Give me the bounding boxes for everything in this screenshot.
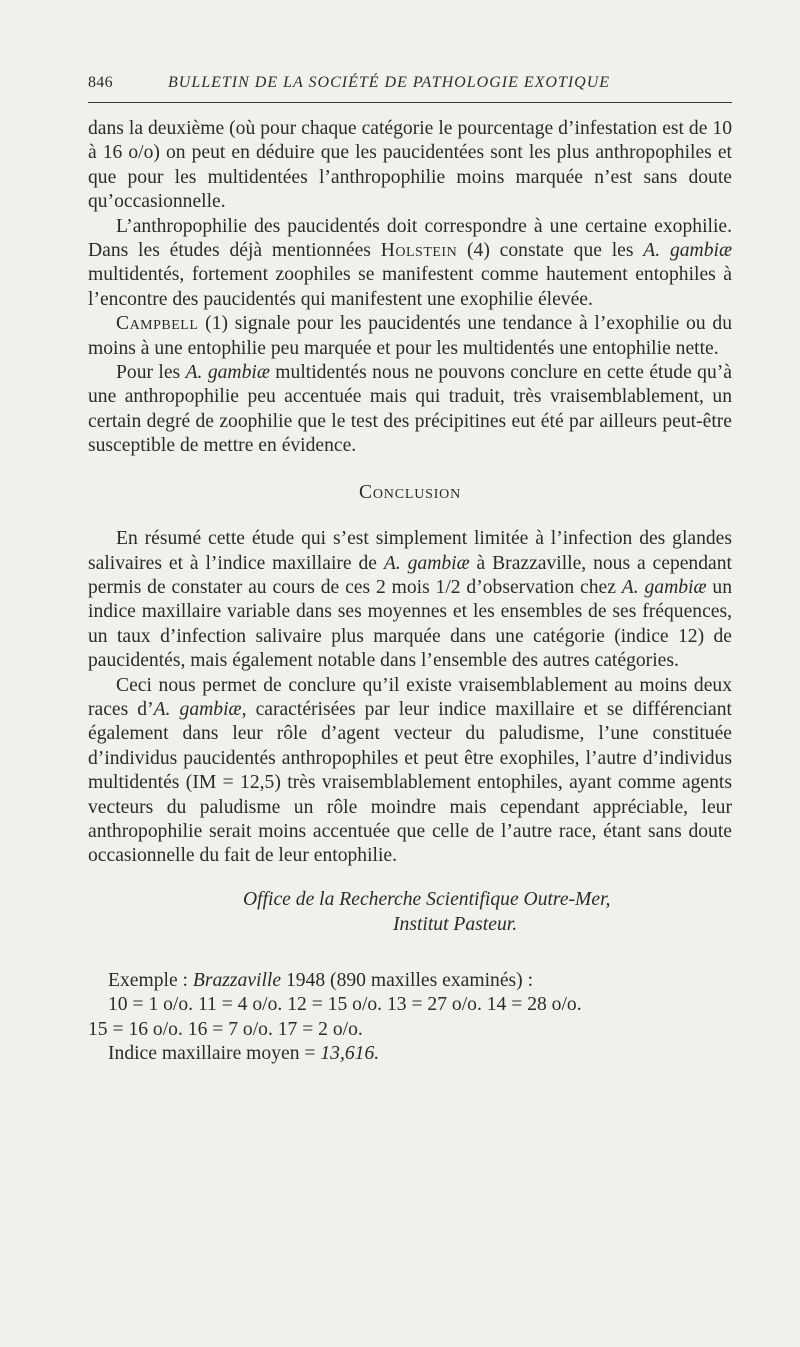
example-block [88,969,732,1067]
page [88,74,732,1067]
species-name: A. gambiæ [621,576,707,598]
text-run: multidentés nous ne pouvons conclure en cette étude qu’à une anthropophilie peu accentuée mais qui traduit, très vraisemblablement, un certain degré de zoophilie que le test des précipitines eut été par ailleurs peut-être susceptible de mettre en évidence. [88,362,732,457]
text-run: à Brazzaville, nous a cependant permis de constater au cours de ces 2 mois 1/2 d’observation chez [88,552,732,598]
example-index-value: 13,616. [320,1043,380,1065]
text-run: Ceci nous permet de conclure qu’il existe vraisemblablement au moins deux races d’ [88,674,732,720]
signature-office: Office de la Recherche Scientifique Outre-Mer, [243,888,611,910]
text-run: , caractérisées par leur indice maxillaire et se différenciant également dans leur rôle d’agent vecteur du paludisme, l’une constituée d’individus paucidentés anthropophiles et peut être exophiles, l’autre d’individus multidentés (IM = 12,5) très vraisemblablement entophiles, ayant comme agents vecteurs du paludisme un rôle moindre mais cependant appréciable, leur anthropophilie serait moins accentuée que celle de l’autre race, étant sans doute occasionnelle du fait de leur entophilie. [88,698,732,867]
author-name: Holstein [380,240,458,262]
text-run: Pour les [116,362,186,384]
example-index [88,1042,732,1067]
text-run: un indice maxillaire variable dans ses moyennes et les ensembles de ses fréquences, un taux d’infection salivaire plus marquée dans une catégorie (indice 12) de paucidentés, mais également notable dans l’ensemble des autres catégories. [88,576,732,672]
section-heading-conclusion: Conclusion [359,481,461,503]
example-title [88,969,732,994]
example-details: 1948 (890 maxilles examinés) : [281,969,534,991]
example-place: Brazzaville [192,969,282,991]
running-header [88,74,732,103]
text-run: En résumé cette étude qui s’est simplement limitée à l’infection des glandes salivaires et à l’indice maxillaire de [88,528,732,574]
text-run: multidentés, fortement zoophiles se manifestent comme hautement entophiles à l’encontre des paucidentés qui manifestent une exophilie élevée. [88,264,732,310]
signature-institute: Institut Pasteur. [393,913,518,935]
example-frequencies-1: 10 = 1 o/o. 11 = 4 o/o. 12 = 15 o/o. 13 = 27 o/o. 14 = 28 o/o. [108,994,582,1016]
example-label: Exemple : [108,969,193,991]
species-name: A. gambiæ [153,698,242,720]
text-run: L’anthropophilie des paucidentés doit correspondre à une certaine exophilie. Dans les études déjà mentionnées [88,215,732,262]
species-name: A. gambiæ [643,240,733,262]
paragraph [88,312,732,361]
paragraph [88,674,732,869]
example-frequencies-2: 15 = 16 o/o. 16 = 7 o/o. 17 = 2 o/o. [88,1018,363,1040]
text-run: dans la deuxième (où pour chaque catégorie le pourcentage d’infestation est de 10 à 16 o/o) on peut en déduire que les paucidentées sont les plus anthropophiles et que pour les multidentées l’anthropophilie moins marquée n’est sans doute qu’occasionnelle. [88,118,732,213]
species-name: A. gambiæ [383,552,470,574]
example-index-label: Indice maxillaire moyen = [108,1043,321,1065]
paragraph [88,527,732,673]
paragraph [88,361,732,459]
body-text [88,117,732,1067]
paragraph [88,215,732,313]
text-run: (1) signale pour les paucidentés une tendance à l’exophilie ou du moins à une entophilie peu marquée et pour les multidentés une entophilie nette. [88,313,732,359]
author-name: Campbell [116,313,199,335]
paragraph [88,117,732,215]
species-name: A. gambiæ [185,362,270,384]
text-run: (4) constate que les [457,240,644,262]
journal-title: BULLETIN DE LA SOCIÉTÉ DE PATHOLOGIE EXOTIQUE [168,74,611,91]
page-number: 846 [88,74,113,91]
signature-block [88,887,732,937]
